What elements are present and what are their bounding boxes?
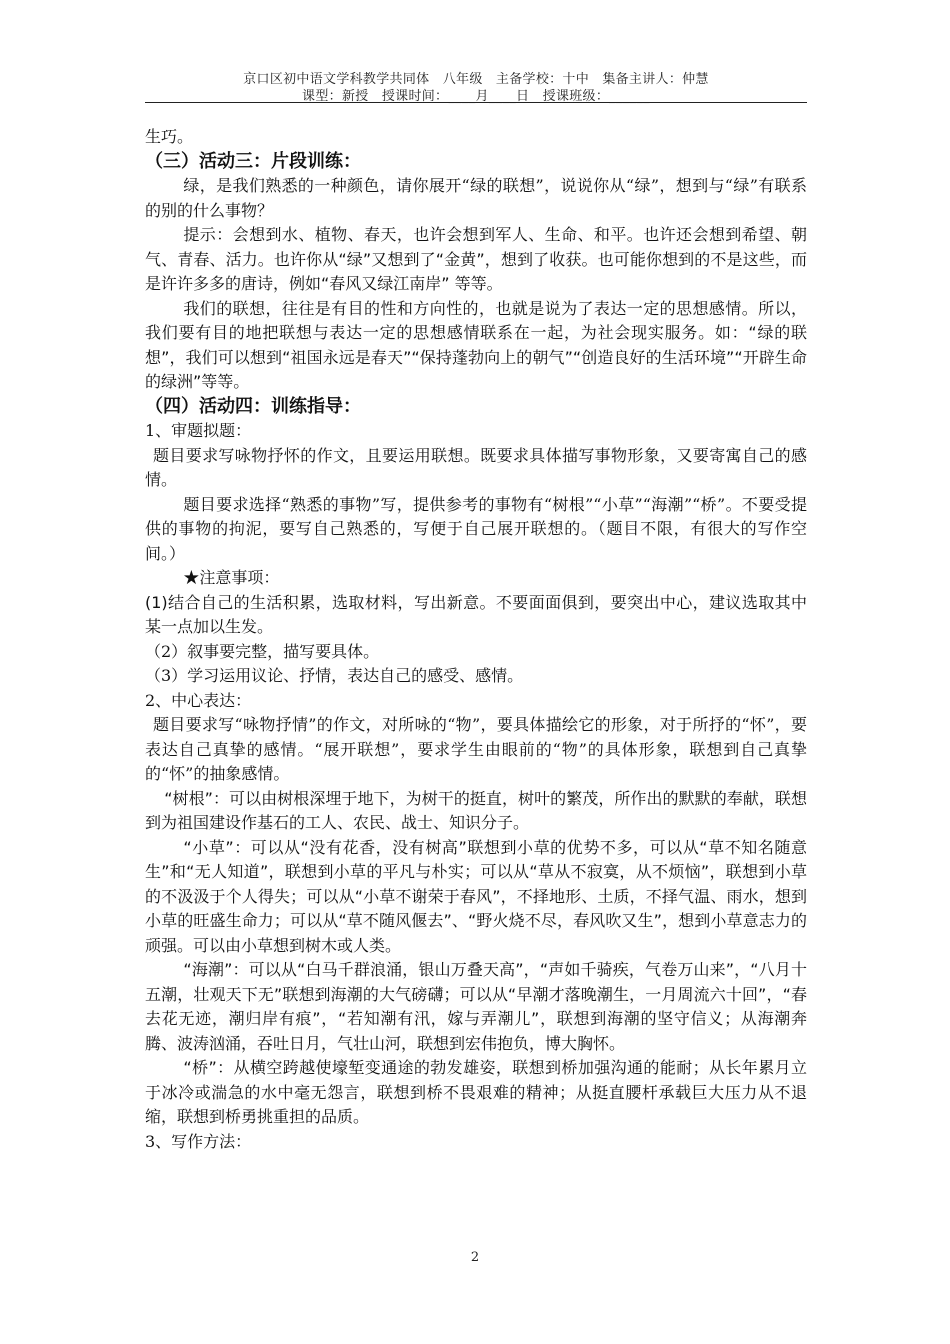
para-tree-root: “树根”：可以由树根深埋于地下，为树干的挺直，树叶的繁茂，所作出的默默的奉献，联想到为祖国建设作基石的工人、农民、战士、知识分子。 <box>145 788 807 832</box>
header-rule <box>145 102 807 103</box>
header-line-2: 课型：新授 授课时间：____月____日 授课班级：______ <box>302 89 650 104</box>
section-heading-activity-3: （三）活动三：片段训练： <box>145 150 361 172</box>
para-topic-requirement: 题目要求写咏物抒怀的作文，且要运用联想。既要求具体描写事物形象，又要寄寓自己的感情。 <box>145 445 807 489</box>
notes-heading: ★注意事项： <box>183 568 280 587</box>
para-green-prompt: 绿，是我们熟悉的一种颜色，请你展开“绿的联想”，说说你从“绿”，想到与“绿”有联系的别的什么事物？ <box>145 176 807 220</box>
subheading-method: 3、写作方法： <box>145 1131 252 1151</box>
document-body <box>145 125 807 1154</box>
para-bridge: “桥”：从横空跨越使壕堑变通途的勃发雄姿，联想到桥加强沟通的能耐；从长年累月立于冰冷或湍急的水中毫无怨言，联想到桥不畏艰难的精神；从挺直腰杆承载巨大压力从不退缩，联想到桥勇挑重担的品质。 <box>145 1058 807 1126</box>
para-tide: “海潮”：可以从“白马千群浪涌，银山万叠天高”，“声如千骑疾，气卷万山来”，“八月十五潮，壮观天下无”联想到海潮的大气磅礴；可以从“早潮才落晚潮生，一月周流六十回”，“春去花无迹，潮归岸有痕”，“若知潮有汛，嫁与弄潮儿”，联想到海潮的坚守信义；从海潮奔腾、波涛汹涌，吞吐日月，气壮山河，联想到宏伟抱负，博大胸怀。 <box>145 960 807 1053</box>
page-number: 2 <box>470 1250 480 1265</box>
note-2: （2）叙事要完整，描写要具体。 <box>145 641 380 661</box>
para-hint: 提示：会想到水、植物、春天，也许会想到军人、生命、和平。也许还会想到希望、朝气、青春、活力。也许你从“绿”又想到了“金黄”，想到了收获。也可能你想到的不是这些，而是许许多多的唐诗，例如“春风又绿江南岸” 等等。 <box>145 225 807 293</box>
para-center-expression: 题目要求写“咏物抒情”的作文，对所咏的“物”，要具体描绘它的形象，对于所抒的“怀”，要表达自己真挚的感情。“展开联想”，要求学生由眼前的“物”的具体形象，联想到自己真挚的“怀”的抽象感情。 <box>145 715 807 783</box>
note-1: (1)结合自己的生活积累，选取材料，写出新意。不要面面俱到，要突出中心，建议选取其中某一点加以生发。 <box>145 592 807 636</box>
para-topic-choice: 题目要求选择“熟悉的事物”写，提供参考的事物有“树根”“小草”“海潮”“桥”。不要受提供的事物的拘泥，要写自己熟悉的，写便于自己展开联想的。（题目不限，有很大的写作空间。） <box>145 494 807 563</box>
header-line-1: 京口区初中语文学科教学共同体 八年级 主备学校：十中 集备主讲人：仲慧 <box>243 72 709 87</box>
para-purpose: 我们的联想，往往是有目的性和方向性的，也就是说为了表达一定的思想感情。所以，我们要有目的地把联想与表达一定的思想感情联系在一起，为社会现实服务。如：“绿的联想”，我们可以想到“祖国永远是春天”“保持蓬勃向上的朝气”“创造良好的生活环境”“开辟生命的绿洲”等等。 <box>145 298 807 391</box>
section-heading-activity-4: （四）活动四：训练指导： <box>145 395 361 417</box>
note-3: （3）学习运用议论、抒情，表达自己的感受、感情。 <box>145 666 524 685</box>
para-grass: “小草”：可以从“没有花香，没有树高”联想到小草的优势不多，可以从“草不知名随意生”和“无人知道”，联想到小草的平凡与朴实；可以从“草从不寂寞，从不烦恼”，联想到小草的不汲汲于个人得失；可以从“小草不谢荣于春风”，不择地形、土质，不择气温、雨水，想到小草的旺盛生命力；可以从“草不随风偃去”、“野火烧不尽，春风吹又生”，想到小草意志力的顽强。可以由小草想到树木或人类。 <box>145 837 807 955</box>
subheading-center: 2、中心表达： <box>145 690 252 710</box>
subheading-topic: 1、审题拟题： <box>145 421 252 440</box>
para-continuation: 生巧。 <box>145 127 194 146</box>
